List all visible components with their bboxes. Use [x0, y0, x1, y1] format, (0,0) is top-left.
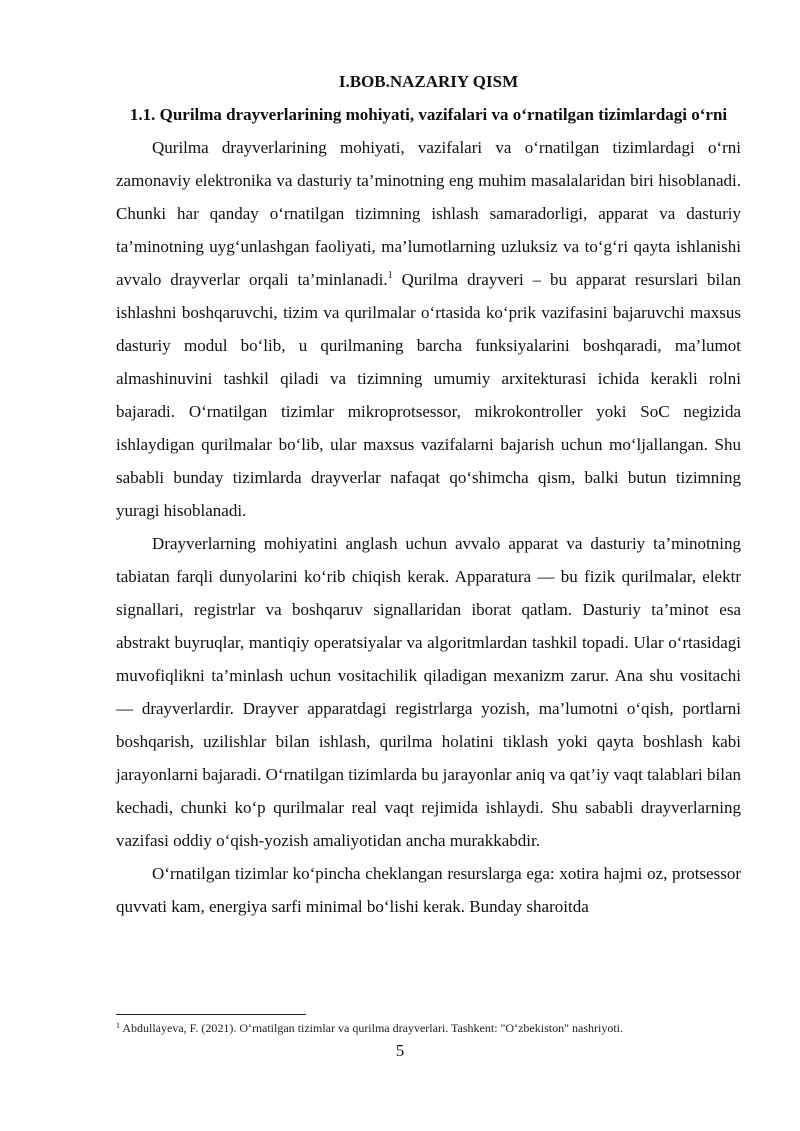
section-title: 1.1. Qurilma drayverlarining mohiyati, vazifalari va o‘rnatilgan tizimlardagi o‘rni: [129, 105, 728, 124]
footnote-reference[interactable]: 1: [387, 270, 393, 281]
footnote-divider: [116, 1014, 306, 1015]
page-body: [116, 66, 741, 923]
chapter-title: I.BOB.NAZARIY QISM: [338, 72, 519, 91]
footnote-text: Abdullayeva, F. (2021). O‘rnatilgan tizimlar va qurilma drayverlari. Tashkent: "O‘zbekiston" nashriyoti.: [120, 1021, 623, 1035]
paragraph-1-text: Qurilma drayverlarining mohiyati, vazifalari va o‘rnatilgan tizimlardagi o‘rni zamonaviy elektronika va dasturiy ta’minotning eng muhim masalalaridan biri hisoblanadi. Chunki har qanday o‘rnatilgan tizimning ishlash samaradorligi, apparat va dasturiy ta’minotning uyg‘unlashgan faoliyati, ma’lumotlarning uzluksiz va to‘g‘ri qayta ishlanishi avvalo drayverlar orqali ta’minlanadi.: [116, 138, 741, 289]
footnote: [116, 1020, 741, 1036]
paragraph-3: O‘rnatilgan tizimlar ko‘pincha cheklangan resurslarga ega: xotira hajmi oz, protsessor quvvati kam, energiya sarfi minimal bo‘lishi kerak. Bunday sharoitda: [116, 864, 741, 916]
page-number: 5: [395, 1041, 405, 1060]
paragraph-2: Drayverlarning mohiyatini anglash uchun avvalo apparat va dasturiy ta’minotning tabiatan farqli dunyolarini ko‘rib chiqish kerak. Apparatura — bu fizik qurilmalar, elektr signallari, registrlar va boshqaruv signallaridan iborat qatlam. Dasturiy ta’minot esa abstrakt buyruqlar, mantiqiy operatsiyalar va algoritmlardan tashkil topadi. Ular o‘rtasidagi muvofiqlikni ta’minlash uchun vositachilik qiladigan mexanizm zarur. Ana shu vositachi — drayverlardir. Drayver apparatdagi registrlarga yozish, ma’lumotni o‘qish, portlarni boshqarish, uzilishlar bilan ishlash, qurilma holatini tiklash yoki qayta boshlash kabi jarayonlarni bajaradi. O‘rnatilgan tizimlarda bu jarayonlar aniq va qat’iy vaqt talablari bilan kechadi, chunki ko‘p qurilmalar real vaqt rejimida ishlaydi. Shu sababli drayverlarning vazifasi oddiy o‘qish-yozish amaliyotidan ancha murakkabdir.: [116, 534, 741, 850]
paragraph-1-text-continued: Qurilma drayveri – bu apparat resurslari bilan ishlashni boshqaruvchi, tizim va qurilmalar o‘rtasida ko‘prik vazifasini bajaruvchi maxsus dasturiy modul bo‘lib, u qurilmaning barcha funksiyalarini boshqaradi, ma’lumot almashinuvini tashkil qiladi va tizimning umumiy arxitekturasi ichida kerakli rolni bajaradi. O‘rnatilgan tizimlar mikroprotsessor, mikrokontroller yoki SoC negizida ishlaydigan qurilmalar bo‘lib, ular maxsus vazifalarni bajarish uchun mo‘ljallangan. Shu sababli bunday tizimlarda drayverlar nafaqat qo‘shimcha qism, balki butun tizimning yuragi hisoblanadi.: [116, 270, 741, 520]
paragraph-1: [116, 131, 741, 527]
footnote-marker: 1: [116, 1021, 120, 1030]
